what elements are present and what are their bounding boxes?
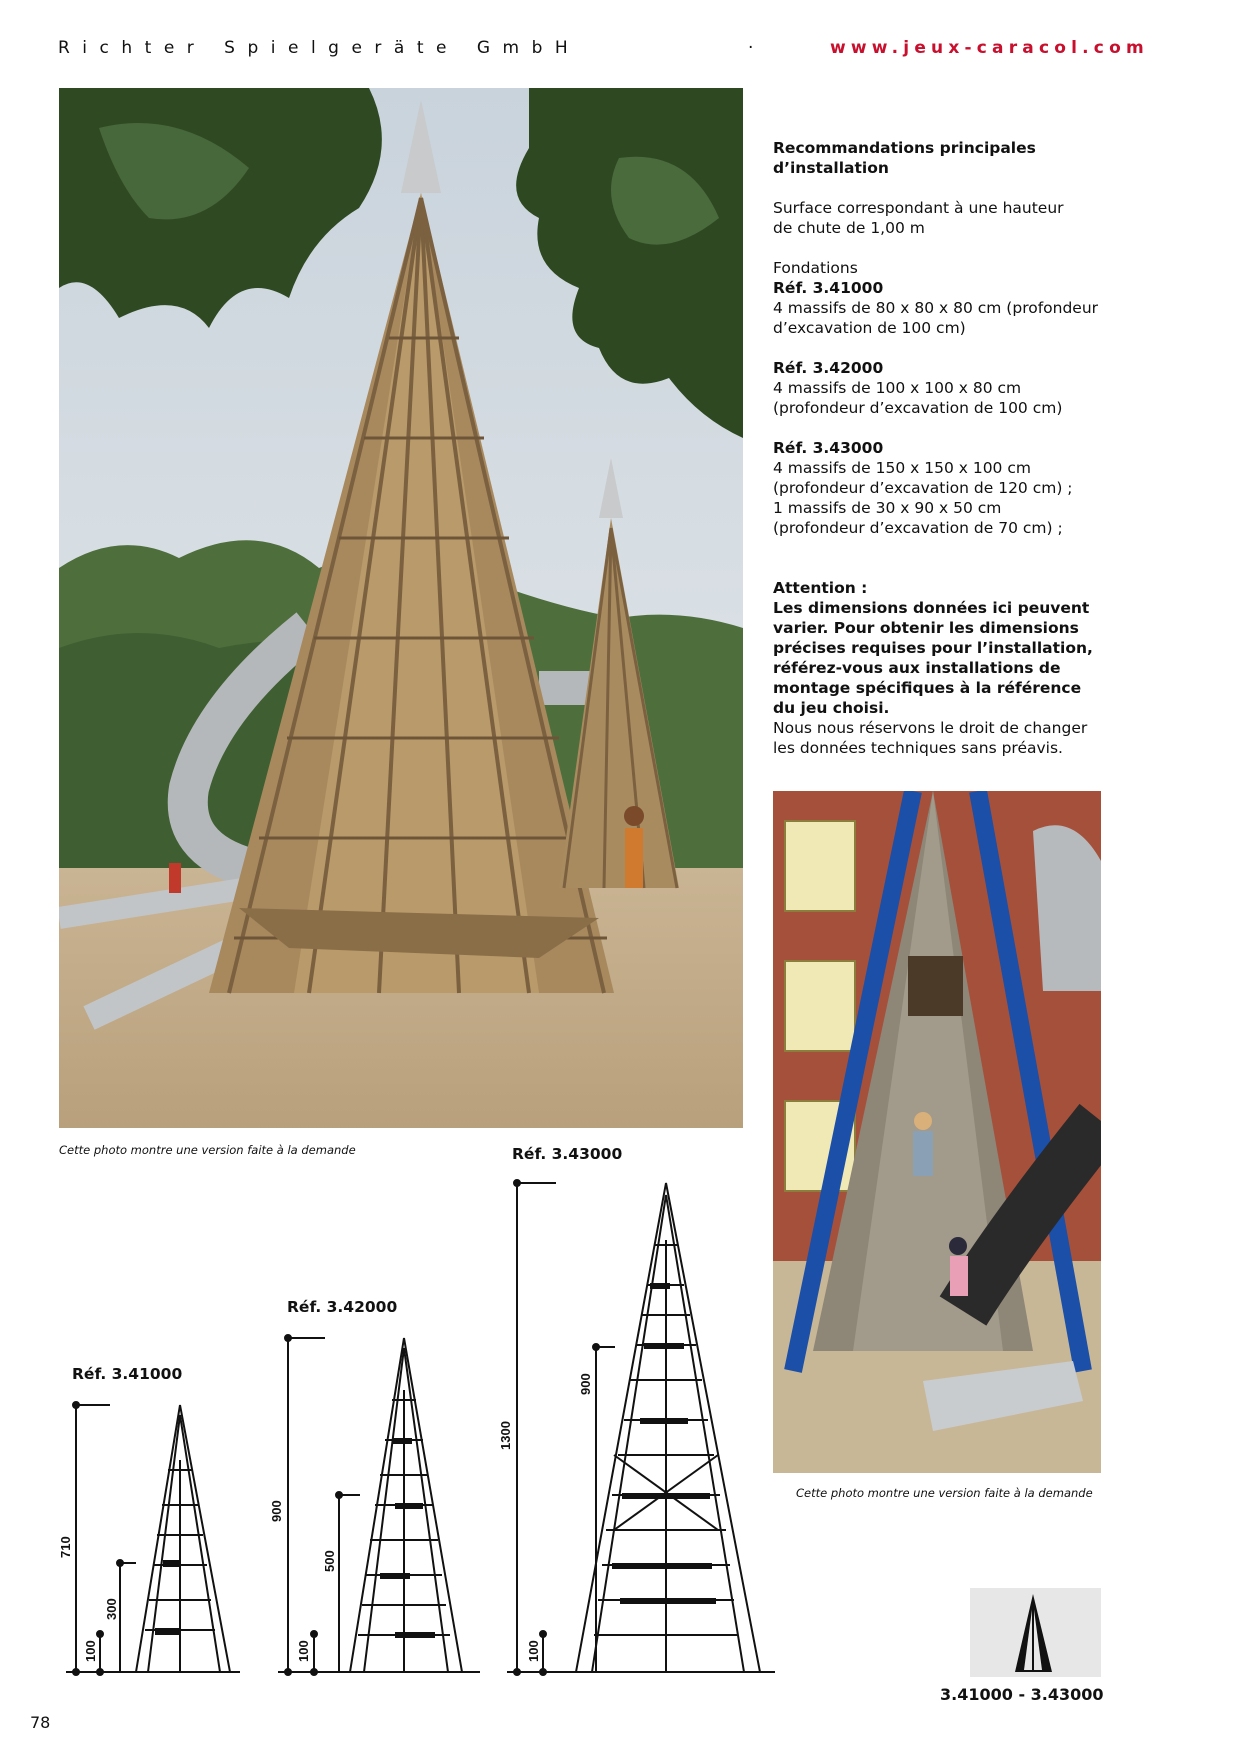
dim-small-base: 100 [83,1640,98,1662]
ref1-label: Réf. 3.41000 [773,279,884,297]
main-photo-caption: Cette photo montre une version faite à la demande [59,1143,356,1157]
ref2-text-2: (profondeur d’excavation de 100 cm) [773,399,1063,417]
dim-small-platform: 300 [104,1598,119,1620]
header-company: Richter Spielgeräte GmbH [58,38,581,58]
drawing-label-small: Réf. 3.41000 [72,1365,183,1383]
ref1-text-2: d’excavation de 100 cm) [773,319,966,337]
drawing-label-medium: Réf. 3.42000 [287,1298,398,1316]
header-separator: · [748,38,754,58]
attention-title: Attention : [773,579,868,597]
surface-text: Surface correspondant à une hauteur [773,199,1064,217]
attention-line: du jeu choisi. [773,699,890,717]
dim-large-platform: 900 [578,1373,593,1395]
ref1-text: 4 massifs de 80 x 80 x 80 cm (profondeur [773,299,1099,317]
dim-large-base: 100 [526,1640,541,1662]
attention-line: montage spécifiques à la référence [773,679,1082,697]
ref2-text: 4 massifs de 100 x 100 x 80 cm [773,379,1022,397]
drawing-medium [278,1335,480,1675]
ref3-text: 4 massifs de 150 x 150 x 100 cm [773,459,1031,477]
dim-large-height: 1300 [498,1421,513,1450]
installation-text [773,138,1113,778]
climbing-wall-photo [773,791,1101,1473]
technical-drawings [0,1140,800,1700]
ref2-label: Réf. 3.42000 [773,359,884,377]
attention-line: varier. Pour obtenir les dimensions [773,619,1079,637]
ref3-label: Réf. 3.43000 [773,439,884,457]
drawing-small [66,1402,240,1675]
small-photo-caption: Cette photo montre une version faite à la demande [796,1486,1093,1500]
ref3-text-4: (profondeur d’excavation de 70 cm) ; [773,519,1063,537]
drawing-label-large: Réf. 3.43000 [512,1145,623,1163]
disclaimer-line: les données techniques sans préavis. [773,739,1063,757]
attention-line: Les dimensions données ici peuvent [773,599,1090,617]
surface-text-2: de chute de 1,00 m [773,219,925,237]
ref-range-label: 3.41000 - 3.43000 [940,1685,1104,1704]
header-url[interactable]: www.jeux-caracol.com [830,38,1149,58]
dim-medium-platform: 500 [322,1550,337,1572]
ref3-text-2: (profondeur d’excavation de 120 cm) ; [773,479,1073,497]
product-thumbnail [970,1588,1101,1677]
dim-small-height: 710 [58,1536,73,1558]
install-title-2: d’installation [773,159,889,177]
dim-medium-height: 900 [269,1500,284,1522]
attention-line: précises requises pour l’installation, [773,639,1093,657]
attention-line: référez-vous aux installations de [773,659,1061,677]
dim-medium-base: 100 [296,1640,311,1662]
page-number: 78 [30,1713,51,1732]
main-photo [59,88,743,1128]
foundations-label: Fondations [773,259,858,277]
disclaimer-line: Nous nous réservons le droit de changer [773,719,1088,737]
ref3-text-3: 1 massifs de 30 x 90 x 50 cm [773,499,1002,517]
install-title: Recommandations principales [773,139,1036,157]
